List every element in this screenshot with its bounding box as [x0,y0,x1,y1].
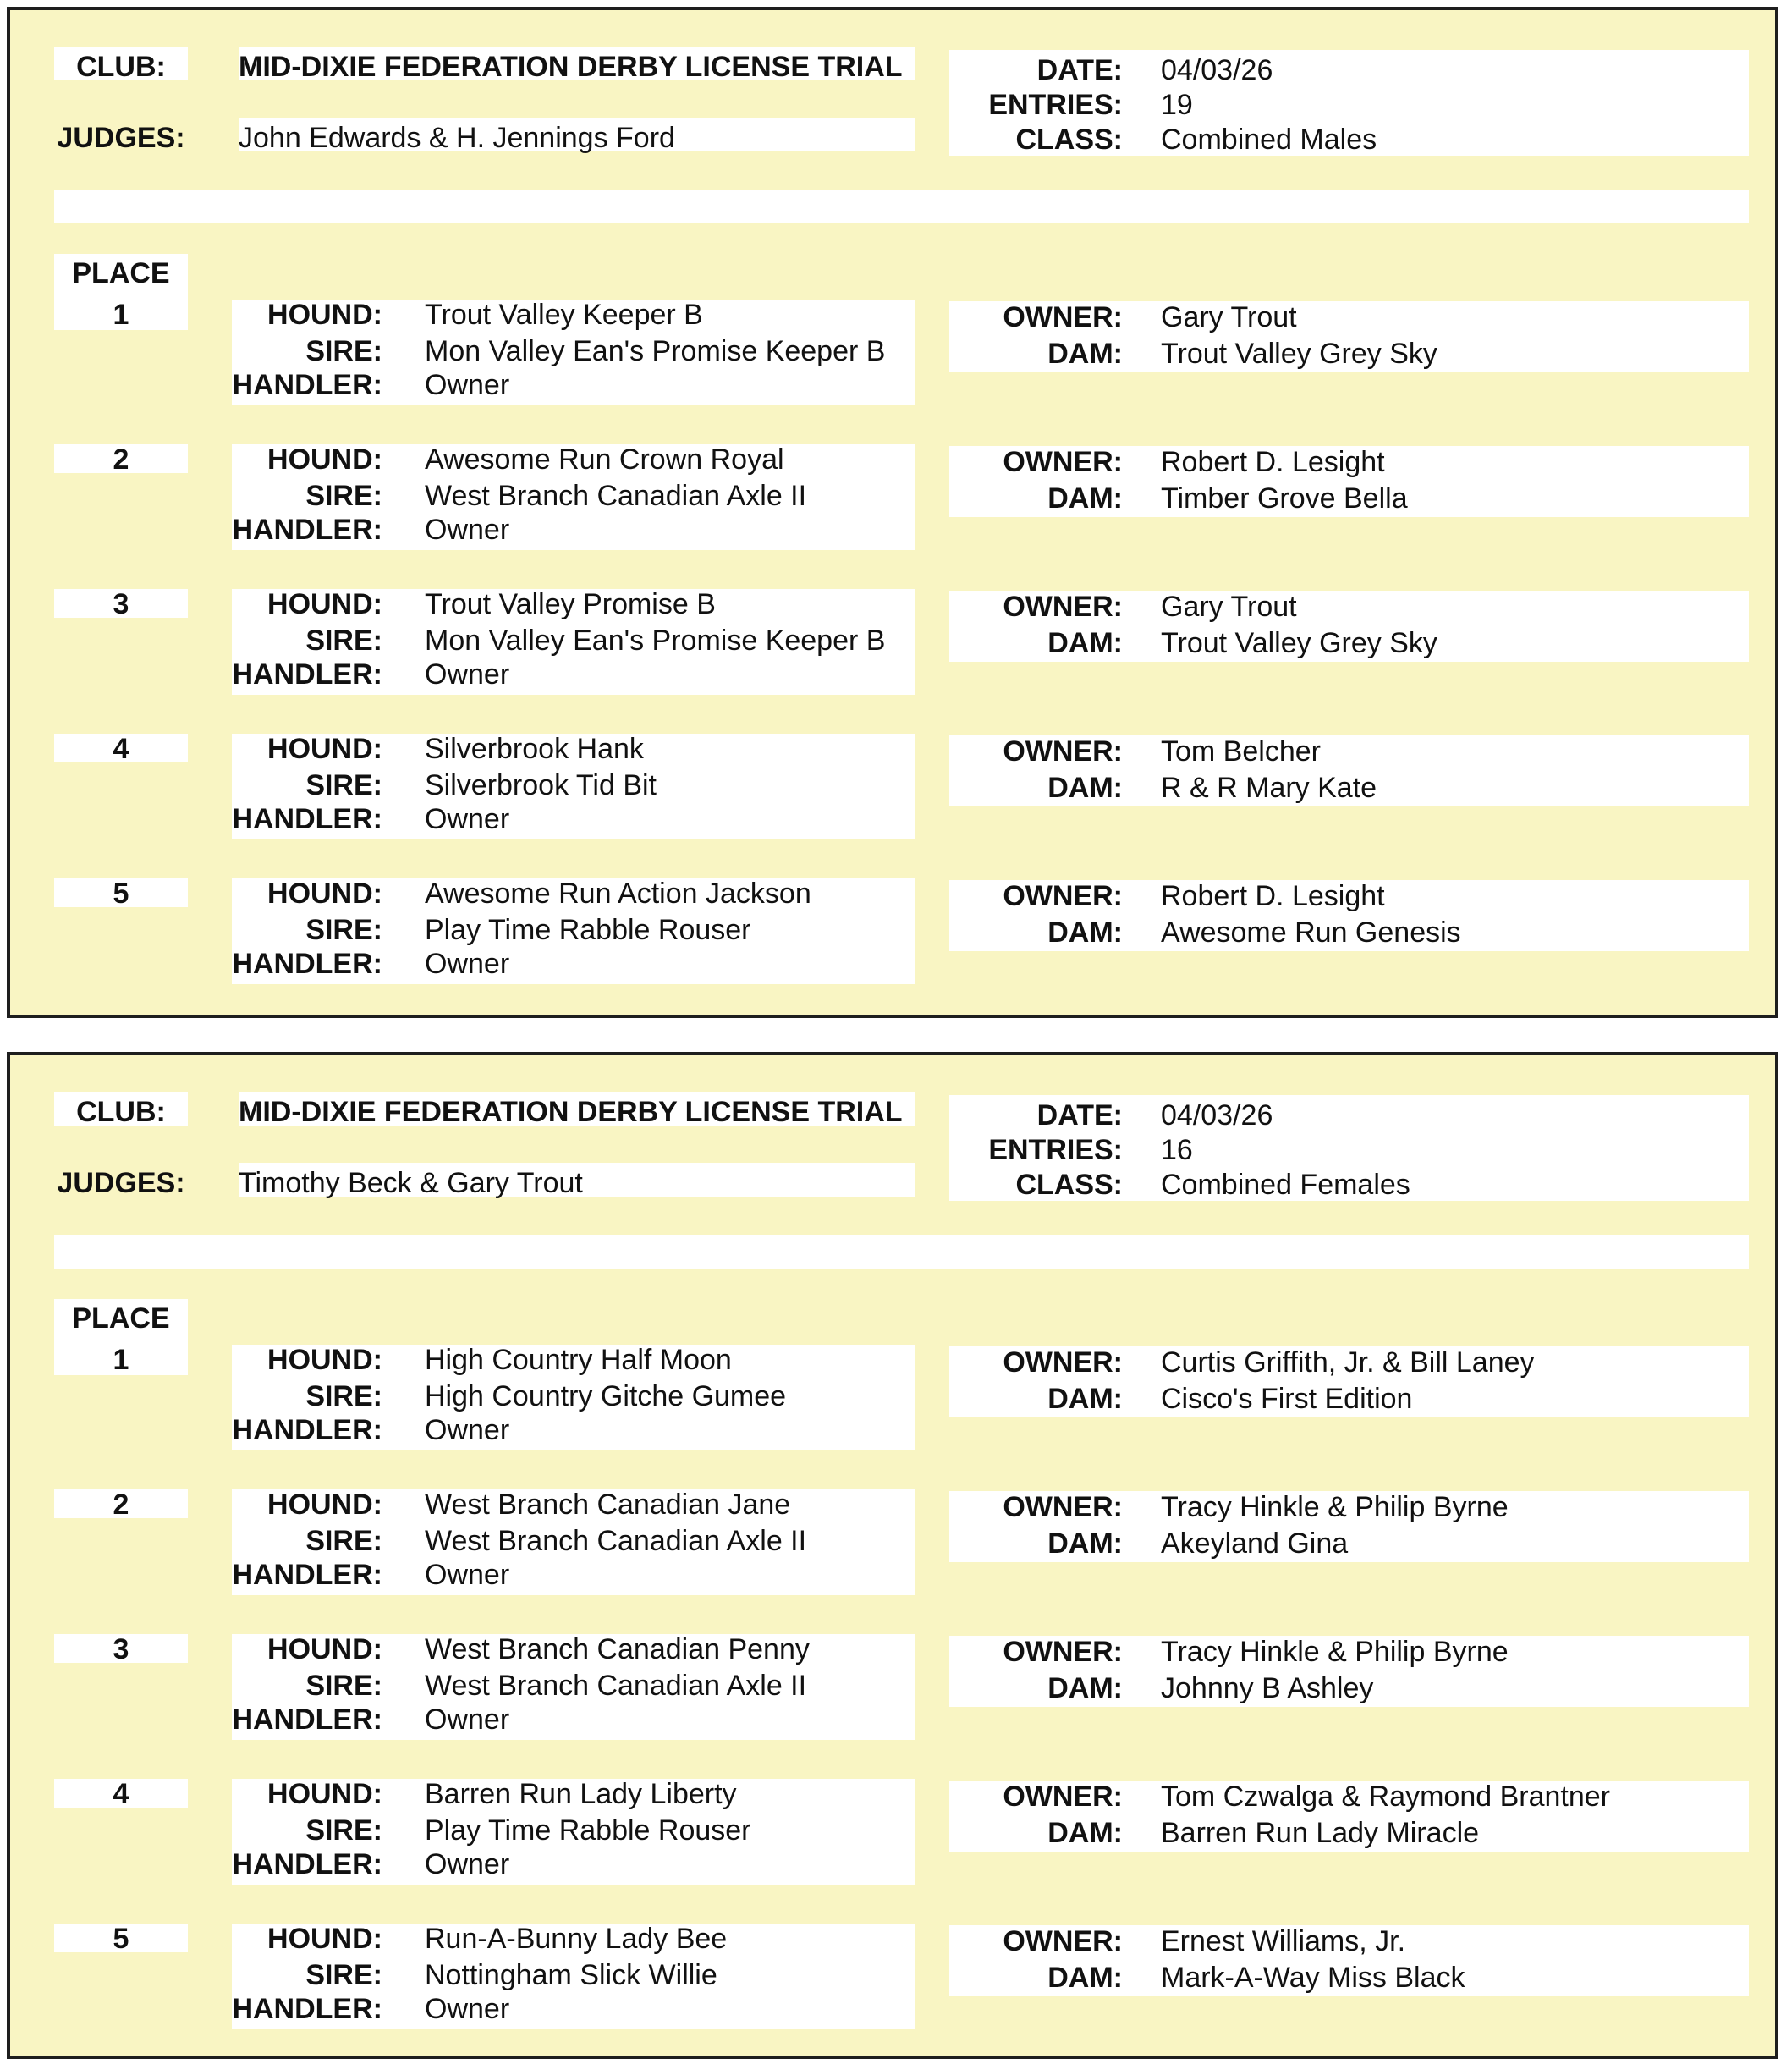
handler-name: Owner [425,369,510,401]
handler-label: HANDLER: [232,948,382,980]
judges-names: Timothy Beck & Gary Trout [239,1167,583,1199]
owner-name: Tracy Hinkle & Philip Byrne [1161,1491,1509,1523]
club-name: MID-DIXIE FEDERATION DERBY LICENSE TRIAL [239,1096,903,1128]
hound-name: Run-A-Bunny Lady Bee [425,1923,728,1955]
dam-name: Awesome Run Genesis [1161,916,1461,949]
owner-name: Robert D. Lesight [1161,880,1385,912]
handler-name: Owner [425,803,510,835]
date-label: DATE: [1036,54,1123,86]
dam-label: DAM: [1047,338,1123,370]
sire-label: SIRE: [305,1814,382,1847]
hound-name: Barren Run Lady Liberty [425,1778,737,1810]
dam-name: Akeyland Gina [1161,1527,1349,1560]
judges-label: JUDGES: [57,122,185,154]
hound-label: HOUND: [267,1633,382,1665]
handler-name: Owner [425,514,510,546]
handler-label: HANDLER: [232,1848,382,1880]
dam-label: DAM: [1047,916,1123,949]
trial-class: Combined Females [1161,1169,1410,1201]
judges-label: JUDGES: [57,1167,185,1199]
owner-label: OWNER: [1003,1346,1123,1379]
place-number: 4 [113,1778,129,1810]
hound-label: HOUND: [267,443,382,476]
place-column-label: PLACE [72,1302,170,1335]
sire-label: SIRE: [305,914,382,946]
trial-class: Combined Males [1161,124,1377,156]
owner-name: Gary Trout [1161,591,1297,623]
dam-name: Barren Run Lady Miracle [1161,1817,1480,1849]
hound-name: High Country Half Moon [425,1344,732,1376]
handler-label: HANDLER: [232,369,382,401]
hound-label: HOUND: [267,1923,382,1955]
sire-name: West Branch Canadian Axle II [425,1525,807,1557]
sire-label: SIRE: [305,1670,382,1702]
trial-date: 04/03/26 [1161,54,1273,86]
date-label: DATE: [1036,1099,1123,1131]
sire-name: Play Time Rabble Rouser [425,914,751,946]
owner-name: Tom Czwalga & Raymond Brantner [1161,1781,1611,1813]
owner-label: OWNER: [1003,735,1123,768]
owner-name: Tracy Hinkle & Philip Byrne [1161,1636,1509,1668]
dam-label: DAM: [1047,1383,1123,1415]
place-number: 5 [113,878,129,910]
sire-label: SIRE: [305,1525,382,1557]
owner-name: Ernest Williams, Jr. [1161,1925,1406,1957]
handler-name: Owner [425,948,510,980]
trial-date: 04/03/26 [1161,1099,1273,1131]
hound-name: Trout Valley Promise B [425,588,716,620]
sire-name: West Branch Canadian Axle II [425,480,807,512]
dam-name: R & R Mary Kate [1161,772,1377,804]
hound-name: Awesome Run Crown Royal [425,443,784,476]
owner-label: OWNER: [1003,880,1123,912]
sire-label: SIRE: [305,1959,382,1991]
handler-label: HANDLER: [232,1414,382,1446]
entries-count: 16 [1161,1134,1193,1166]
hound-label: HOUND: [267,588,382,620]
owner-label: OWNER: [1003,446,1123,478]
hound-name: Silverbrook Hank [425,733,644,765]
sire-name: Silverbrook Tid Bit [425,769,657,801]
hound-name: West Branch Canadian Jane [425,1489,791,1521]
dam-name: Timber Grove Bella [1161,482,1408,515]
owner-name: Gary Trout [1161,301,1297,333]
sire-label: SIRE: [305,625,382,657]
sire-label: SIRE: [305,769,382,801]
dam-name: Mark-A-Way Miss Black [1161,1962,1465,1994]
place-number: 2 [113,443,129,476]
place-number: 3 [113,1633,129,1665]
place-number: 1 [113,299,129,331]
sire-name: Mon Valley Ean's Promise Keeper B [425,625,886,657]
handler-name: Owner [425,1559,510,1591]
entries-label: ENTRIES: [988,1134,1123,1166]
handler-label: HANDLER: [232,1703,382,1736]
place-number: 5 [113,1923,129,1955]
handler-label: HANDLER: [232,514,382,546]
owner-name: Tom Belcher [1161,735,1321,768]
handler-label: HANDLER: [232,658,382,691]
white-field-box [54,1235,1749,1269]
dam-label: DAM: [1047,1962,1123,1994]
handler-name: Owner [425,1848,510,1880]
club-label: CLUB: [76,51,166,83]
dam-name: Cisco's First Edition [1161,1383,1413,1415]
dam-label: DAM: [1047,772,1123,804]
handler-name: Owner [425,658,510,691]
entries-label: ENTRIES: [988,89,1123,121]
dam-name: Trout Valley Grey Sky [1161,338,1437,370]
dam-label: DAM: [1047,482,1123,515]
handler-name: Owner [425,1414,510,1446]
handler-label: HANDLER: [232,1993,382,2025]
sire-name: High Country Gitche Gumee [425,1380,787,1412]
hound-label: HOUND: [267,733,382,765]
sire-name: West Branch Canadian Axle II [425,1670,807,1702]
entries-count: 19 [1161,89,1193,121]
owner-name: Robert D. Lesight [1161,446,1385,478]
sire-name: Mon Valley Ean's Promise Keeper B [425,335,886,367]
place-column-label: PLACE [72,257,170,289]
dam-label: DAM: [1047,1817,1123,1849]
club-label: CLUB: [76,1096,166,1128]
hound-name: Trout Valley Keeper B [425,299,703,331]
white-field-box [54,190,1749,223]
class-label: CLASS: [1015,124,1123,156]
place-number: 3 [113,588,129,620]
sire-label: SIRE: [305,480,382,512]
hound-label: HOUND: [267,878,382,910]
hound-label: HOUND: [267,1778,382,1810]
trial-results-panel-males [7,7,1778,1018]
hound-label: HOUND: [267,1489,382,1521]
trial-results-panel-females [7,1052,1778,2059]
owner-label: OWNER: [1003,591,1123,623]
place-number: 2 [113,1489,129,1521]
owner-name: Curtis Griffith, Jr. & Bill Laney [1161,1346,1535,1379]
handler-label: HANDLER: [232,1559,382,1591]
dam-label: DAM: [1047,1527,1123,1560]
handler-label: HANDLER: [232,803,382,835]
hound-label: HOUND: [267,1344,382,1376]
owner-label: OWNER: [1003,301,1123,333]
owner-label: OWNER: [1003,1781,1123,1813]
place-number: 4 [113,733,129,765]
hound-label: HOUND: [267,299,382,331]
sire-label: SIRE: [305,1380,382,1412]
dam-name: Trout Valley Grey Sky [1161,627,1437,659]
owner-label: OWNER: [1003,1491,1123,1523]
club-name: MID-DIXIE FEDERATION DERBY LICENSE TRIAL [239,51,903,83]
hound-name: West Branch Canadian Penny [425,1633,810,1665]
handler-name: Owner [425,1993,510,2025]
dam-name: Johnny B Ashley [1161,1672,1374,1704]
owner-label: OWNER: [1003,1636,1123,1668]
sire-name: Play Time Rabble Rouser [425,1814,751,1847]
owner-label: OWNER: [1003,1925,1123,1957]
sire-label: SIRE: [305,335,382,367]
dam-label: DAM: [1047,627,1123,659]
place-number: 1 [113,1344,129,1376]
hound-name: Awesome Run Action Jackson [425,878,811,910]
dam-label: DAM: [1047,1672,1123,1704]
judges-names: John Edwards & H. Jennings Ford [239,122,675,154]
sire-name: Nottingham Slick Willie [425,1959,717,1991]
class-label: CLASS: [1015,1169,1123,1201]
handler-name: Owner [425,1703,510,1736]
